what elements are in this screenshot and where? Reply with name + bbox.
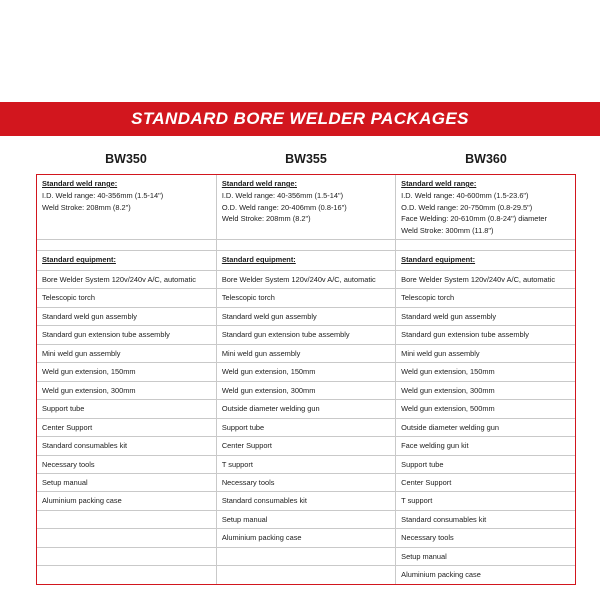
equipment-item: Standard consumables kit xyxy=(396,510,575,528)
equipment-item: Outside diameter welding gun xyxy=(396,418,575,436)
equipment-item: Weld gun extension, 150mm xyxy=(396,363,575,381)
table-row xyxy=(37,418,575,436)
page-banner xyxy=(0,102,600,136)
table-row xyxy=(37,547,575,565)
equipment-item: Bore Welder System 120v/240v A/C, automatic xyxy=(216,270,395,288)
equipment-item-empty xyxy=(216,547,395,565)
spacer-cell xyxy=(396,240,575,251)
equipment-item: Standard weld gun assembly xyxy=(396,307,575,325)
equipment-item: Weld gun extension, 150mm xyxy=(216,363,395,381)
equipment-item: Setup manual xyxy=(37,473,216,491)
equipment-item: Weld gun extension, 300mm xyxy=(37,381,216,399)
weld-range-line: Weld Stroke: 208mm (8.2") xyxy=(42,202,131,212)
table-row xyxy=(37,270,575,288)
table-row xyxy=(37,566,575,584)
table-row xyxy=(37,381,575,399)
equipment-heading-cell-bw350 xyxy=(37,251,216,270)
table-row-spacer xyxy=(37,240,575,251)
table-row xyxy=(37,437,575,455)
spacer-cell xyxy=(37,240,216,251)
weld-range-line: Weld Stroke: 300mm (11.8") xyxy=(401,225,494,235)
equipment-item: Standard gun extension tube assembly xyxy=(396,326,575,344)
equipment-item: Weld gun extension, 300mm xyxy=(216,381,395,399)
equipment-item: Center Support xyxy=(37,418,216,436)
equipment-item: Standard consumables kit xyxy=(37,437,216,455)
equipment-item: Standard gun extension tube assembly xyxy=(37,326,216,344)
weld-range-line: O.D. Weld range: 20-750mm (0.8-29.5") xyxy=(401,202,533,212)
equipment-item: Face welding gun kit xyxy=(396,437,575,455)
weld-range-line: Face Welding: 20-610mm (0.8-24") diameter xyxy=(401,214,548,224)
table-row xyxy=(37,307,575,325)
equipment-item: Bore Welder System 120v/240v A/C, automatic xyxy=(37,270,216,288)
equipment-item-empty xyxy=(37,547,216,565)
equipment-item: T support xyxy=(396,492,575,510)
equipment-item: Bore Welder System 120v/240v A/C, automatic xyxy=(396,270,575,288)
table-row xyxy=(37,529,575,547)
equipment-item: Telescopic torch xyxy=(216,289,395,307)
weld-range-cell-bw350 xyxy=(37,175,216,240)
equipment-item: Standard consumables kit xyxy=(216,492,395,510)
equipment-item: Setup manual xyxy=(216,510,395,528)
equipment-item: Necessary tools xyxy=(396,529,575,547)
equipment-item: Center Support xyxy=(216,437,395,455)
weld-range-cell-bw355 xyxy=(216,175,395,240)
equipment-item: T support xyxy=(216,455,395,473)
column-headings xyxy=(36,152,576,166)
equipment-heading-cell-bw355 xyxy=(216,251,395,270)
equipment-item-empty xyxy=(37,529,216,547)
table-row xyxy=(37,363,575,381)
equipment-item: Necessary tools xyxy=(37,455,216,473)
table-row xyxy=(37,473,575,491)
equipment-item: Aluminium packing case xyxy=(37,492,216,510)
equipment-heading: Standard equipment: xyxy=(42,255,116,265)
equipment-item: Weld gun extension, 500mm xyxy=(396,400,575,418)
table-row xyxy=(37,344,575,362)
weld-range-line: I.D. Weld range: 40-356mm (1.5-14") xyxy=(42,191,164,201)
table-row xyxy=(37,326,575,344)
weld-range-line: I.D. Weld range: 40-356mm (1.5-14") xyxy=(221,191,344,201)
equipment-item: Telescopic torch xyxy=(37,289,216,307)
equipment-item: Mini weld gun assembly xyxy=(216,344,395,362)
weld-range-line: Weld Stroke: 208mm (8.2") xyxy=(221,214,311,224)
equipment-item: Support tube xyxy=(37,400,216,418)
weld-range-heading: Standard weld range: xyxy=(401,179,477,188)
equipment-heading: Standard equipment: xyxy=(221,255,296,265)
equipment-item: Setup manual xyxy=(396,547,575,565)
spacer-cell xyxy=(216,240,395,251)
table-row xyxy=(37,510,575,528)
equipment-item: Center Support xyxy=(396,473,575,491)
column-heading-bw350: BW350 xyxy=(105,152,147,166)
equipment-item: Standard weld gun assembly xyxy=(216,307,395,325)
weld-range-heading: Standard weld range: xyxy=(42,179,118,188)
table-row xyxy=(37,400,575,418)
table-row xyxy=(37,289,575,307)
table-row xyxy=(37,455,575,473)
equipment-item: Necessary tools xyxy=(216,473,395,491)
table-row-weld-range xyxy=(37,175,575,240)
equipment-item: Standard weld gun assembly xyxy=(37,307,216,325)
equipment-item-empty xyxy=(37,566,216,584)
column-heading-bw355: BW355 xyxy=(285,152,327,166)
page-title: STANDARD BORE WELDER PACKAGES xyxy=(131,109,469,128)
equipment-item: Standard gun extension tube assembly xyxy=(216,326,395,344)
weld-range-line: O.D. Weld range: 20-406mm (0.8-16") xyxy=(221,202,347,212)
weld-range-line: I.D. Weld range: 40-600mm (1.5-23.6") xyxy=(401,191,529,201)
equipment-item-empty xyxy=(37,510,216,528)
table-row xyxy=(37,492,575,510)
column-heading-bw360: BW360 xyxy=(465,152,507,166)
equipment-item: Mini weld gun assembly xyxy=(37,344,216,362)
weld-range-heading: Standard weld range: xyxy=(221,179,297,188)
table-row-equipment-heading xyxy=(37,251,575,270)
equipment-item: Weld gun extension, 300mm xyxy=(396,381,575,399)
equipment-item: Aluminium packing case xyxy=(401,570,481,580)
equipment-item: Telescopic torch xyxy=(396,289,575,307)
equipment-item: Support tube xyxy=(396,455,575,473)
equipment-heading-cell-bw360 xyxy=(396,251,575,270)
equipment-item: Aluminium packing case xyxy=(216,529,395,547)
equipment-item: Weld gun extension, 150mm xyxy=(37,363,216,381)
specifications-table xyxy=(36,174,576,585)
equipment-item: Outside diameter welding gun xyxy=(216,400,395,418)
equipment-heading: Standard equipment: xyxy=(401,255,476,265)
weld-range-cell-bw360 xyxy=(396,175,575,240)
equipment-item: Mini weld gun assembly xyxy=(396,344,575,362)
equipment-item: Support tube xyxy=(216,418,395,436)
equipment-item-empty xyxy=(216,566,395,584)
